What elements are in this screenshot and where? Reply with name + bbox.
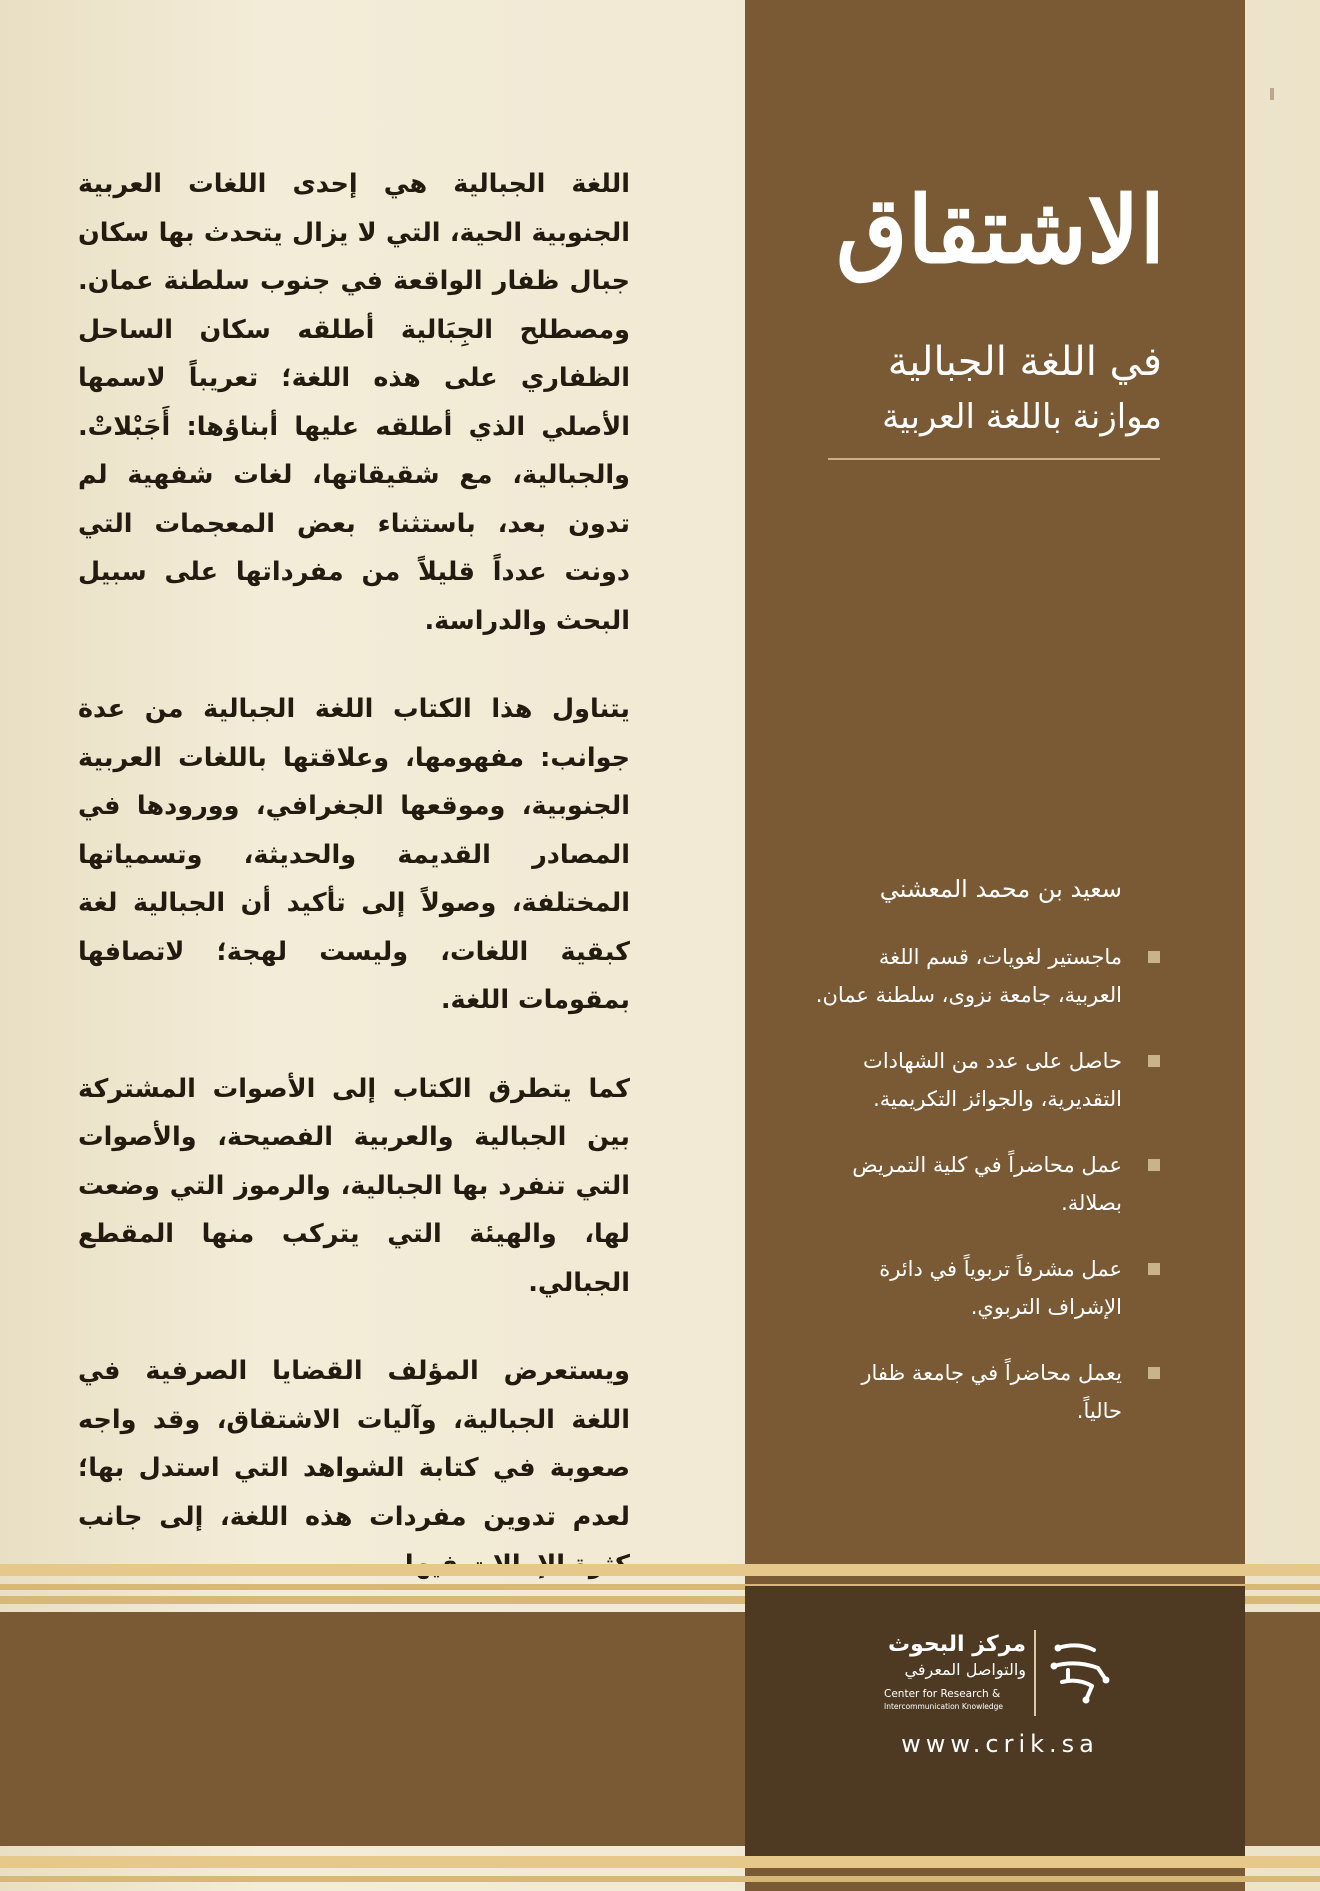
edge-mark [1270, 88, 1274, 100]
author-name: سعيد بن محمد المعشني [879, 875, 1122, 903]
gold-stripe [0, 1856, 1320, 1868]
square-bullet-icon [1148, 1055, 1160, 1067]
book-description [78, 160, 630, 1630]
publisher-name-ar-2: والتواصل المعرفي [904, 1660, 1026, 1679]
bio-item [810, 1042, 1160, 1118]
publisher-name-en-2: Intercommunication Knowledge [884, 1702, 1004, 1711]
publisher-logo-icon [1048, 1640, 1110, 1706]
bio-item-text: يعمل محاضراً في جامعة ظفار حالياً. [861, 1361, 1122, 1423]
bio-item-text: عمل محاضراً في كلية التمريض بصلالة. [852, 1153, 1122, 1215]
bio-item [810, 1146, 1160, 1222]
bio-item [810, 938, 1160, 1014]
gold-stripe [0, 1564, 1320, 1576]
square-bullet-icon [1148, 1159, 1160, 1171]
description-paragraph-2: يتناول هذا الكتاب اللغة الجبالية من عدة جوانب: مفهومها، وعلاقتها باللغات العربية الجنوبية، وموقعها الجغرافي، وورودها في المصادر القديمة والحديثة، وتسمياتها المختلفة، وصولاً إلى تأكيد أن الجبالية لغة كبقية اللغات، وليست لهجة؛ لاتصافها بمقومات اللغة. [78, 694, 630, 1015]
book-title: الاشتقاق [836, 176, 1165, 284]
publisher-panel [745, 1586, 1245, 1866]
description-paragraph-1: اللغة الجبالية هي إحدى اللغات العربية الجنوبية الحية، التي لا يزال يتحدث بها سكان جبال ظفار الواقعة في جنوب سلطنة عمان. ومصطلح الجِبَالية أطلقه سكان الساحل الظفاري على هذه اللغة؛ تعريباً لاسمها الأصلي الذي أطلقه عليها أبناؤها: أَجَبْلاتْ. والجبالية، مع شقيقاتها، لغات شفهية لم تدون بعد، باستثناء بعض المعجمات التي دونت عدداً قليلاً من مفرداتها على سبيل البحث والدراسة. [78, 169, 630, 636]
book-subtitle-2: موازنة باللغة العربية [882, 397, 1162, 437]
publisher-website: www.crik.sa [901, 1730, 1099, 1758]
author-bio-list [810, 938, 1160, 1458]
bio-item [810, 1354, 1160, 1430]
book-subtitle: في اللغة الجبالية [887, 339, 1162, 385]
title-divider [828, 458, 1160, 460]
bio-item-text: ماجستير لغويات، قسم اللغة العربية، جامعة نزوى، سلطنة عمان. [815, 945, 1122, 1007]
description-paragraph-3: كما يتطرق الكتاب إلى الأصوات المشتركة بين الجبالية والعربية الفصيحة، والأصوات التي تنفرد بها الجبالية، والرموز التي وضعت لها، والهيئة التي يتركب منها المقطع الجبالي. [78, 1073, 630, 1298]
publisher-name-en: Center for Research & [884, 1688, 1001, 1700]
bio-item-text: عمل مشرفاً تربوياً في دائرة الإشراف التربوي. [879, 1257, 1122, 1319]
bio-item-text: حاصل على عدد من الشهادات التقديرية، والجوائز التكريمية. [863, 1049, 1122, 1111]
square-bullet-icon [1148, 1367, 1160, 1379]
bio-item [810, 1250, 1160, 1326]
gold-stripe [0, 1876, 1320, 1882]
publisher-name-ar: مركز البحوث [888, 1632, 1026, 1657]
logo-divider [1034, 1630, 1036, 1716]
square-bullet-icon [1148, 951, 1160, 963]
square-bullet-icon [1148, 1263, 1160, 1275]
description-paragraph-4: ويستعرض المؤلف القضايا الصرفية في اللغة الجبالية، وآليات الاشتقاق، وقد واجه صعوبة في كتابة الشواهد التي استدل بها؛ لعدم تدوين مفردات هذه اللغة، إلى جانب [78, 1356, 630, 1532]
